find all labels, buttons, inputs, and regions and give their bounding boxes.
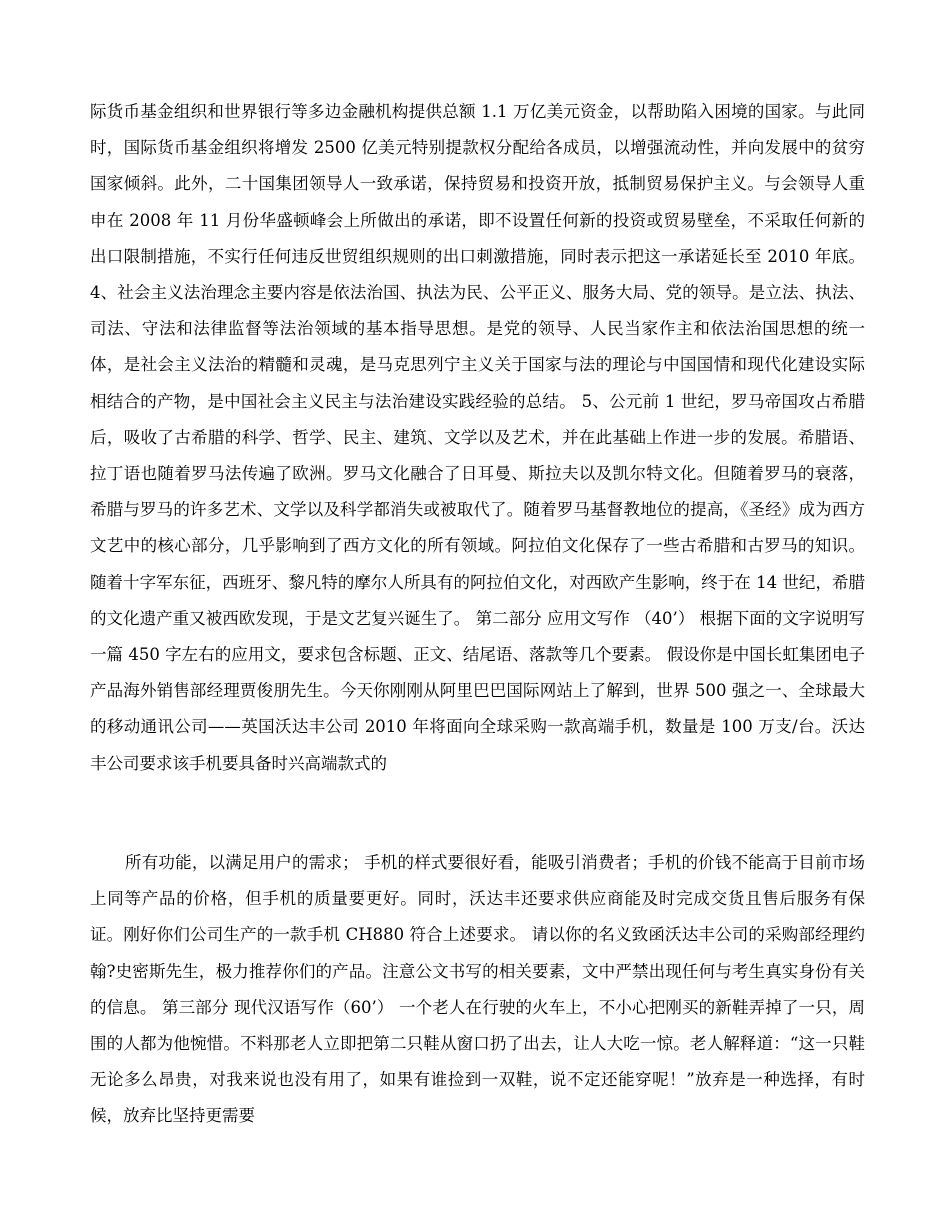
body-paragraph: 所有功能，以满足用户的需求； 手机的样式要很好看，能吸引消费者；手机的价钱不能高于目前市场上同等产品的价格，但手机的质量要更好。同时，沃达丰还要求供应商能及时完成交货且售后服务有保证。刚好你们公司生产的一款手机 CH880 符合上述要求。 请以你的名义致函沃达丰公司的采购部经理约翰?史密斯先生，极力推荐你们的产品。注意公文书写的相关要素，文中严禁出现任何与考生真实身份有关的信息。 第三部分 现代汉语写作（60’） 一个老人在行驶的火车上，不小心把刚买的新鞋弄掉了一只，周围的人都为他惋惜。不料那老人立即把第二只鞋从窗口扔了出去，让人大吃一惊。老人解释道：“这一只鞋无论多么昂贵，对我来说也没有用了，如果有谁捡到一双鞋，说不定还能穿呢！”放弃是一种选择，有时候，放弃比坚持更需要 (90, 853, 865, 1126)
body-paragraph: 际货币基金组织和世界银行等多边金融机构提供总额 1.1 万亿美元资金，以帮助陷入困境的国家。与此同时，国际货币基金组织将增发 2500 亿美元特别提款权分配给各成员，以增强流动性，并向发展中的贫穷国家倾斜。此外，二十国集团领导人一致承诺，保持贸易和投资开放，抵制贸易保护主义。与会领导人重申在 2008 年 11 月份华盛顿峰会上所做出的承诺，即不设置任何新的投资或贸易壁垒，不采取任何新的出口限制措施，不实行任何违反世贸组织规则的出口刺激措施，同时表示把这一承诺延长至 2010 年底。 4、社会主义法治理念主要内容是依法治国、执法为民、公平正义、服务大局、党的领导。是立法、执法、司法、守法和法律监督等法治领域的基本指导思想。是党的领导、人民当家作主和依法治国思想的统一体，是社会主义法治的精髓和灵魂，是马克思列宁主义关于国家与法的理论与中国国情和现代化建设实际相结合的产物，是中国社会主义民主与法治建设实践经验的总结。 5、公元前 1 世纪，罗马帝国攻占希腊后，吸收了古希腊的科学、哲学、民主、建筑、文学以及艺术，并在此基础上作进一步的发展。希腊语、拉丁语也随着罗马法传遍了欧洲。罗马文化融合了日耳曼、斯拉夫以及凯尔特文化。但随着罗马的衰落，希腊与罗马的许多艺术、文学以及科学都消失或被取代了。随着罗马基督教地位的提高，《圣经》成为西方文艺中的核心部分，几乎影响到了西方文化的所有领域。阿拉伯文化保存了一些古希腊和古罗马的知识。随着十字军东征，西班牙、黎凡特的摩尔人所具有的阿拉伯文化，对西欧产生影响，终于在 14 世纪，希腊的文化遗产重又被西欧发现，于是文艺复兴诞生了。 第二部分 应用文写作 （40’） 根据下面的文字说明写一篇 450 字左右的应用文，要求包含标题、正文、结尾语、落款等几个要素。 假设你是中国长虹集团电子产品海外销售部经理贾俊朋先生。今天你刚刚从阿里巴巴国际网站上了解到，世界 500 强之一、全球最大的移动通讯公司——英国沃达丰公司 2010 年将面向全球采购一款高端手机，数量是 100 万支/台。沃达丰公司要求该手机要具备时兴高端款式的 (90, 102, 865, 773)
